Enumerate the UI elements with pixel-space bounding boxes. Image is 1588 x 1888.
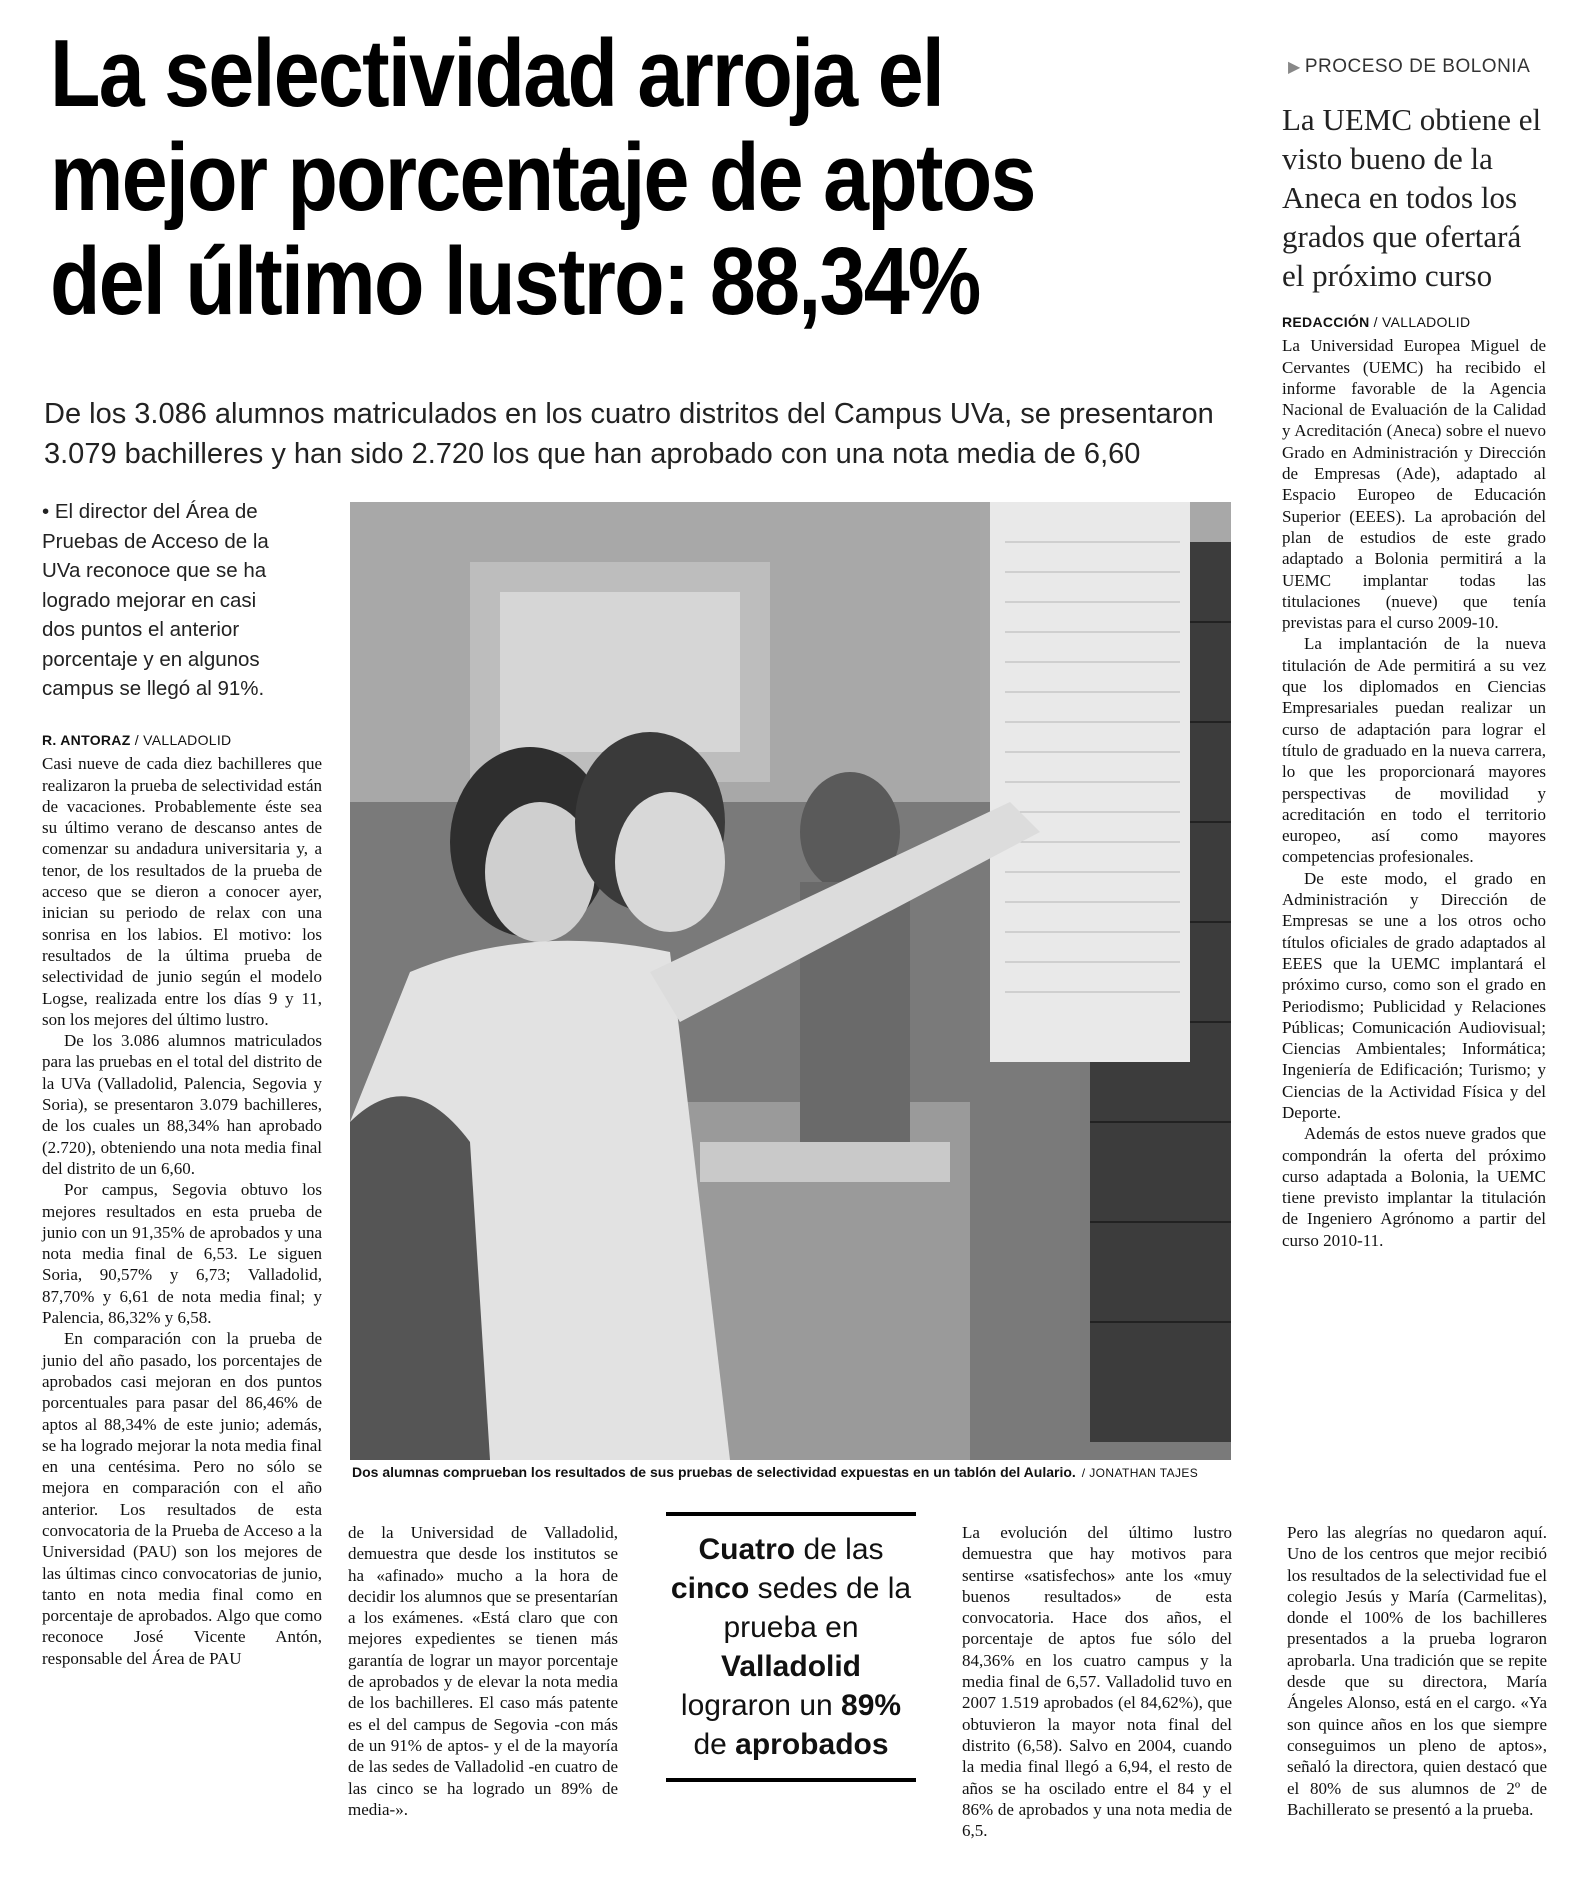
pq-bold: 89% [841, 1689, 902, 1722]
sidebar-paragraph: La Universidad Europea Miguel de Cervantes (UEMC) ha recibido el informe favorable de la Agencia Nacional de Evaluación de la Calidad y Acreditación (Aneca) sobre el nuevo Grado en Administración y Dirección de Empresas (Ade), adaptado al Espacio Europeo de Educación Superior (EEES). La aprobación del plan de estudios de este grado adaptado a Bolonia permitirá a la UEMC implantar todas las titulaciones (nueve) que tenía previstas para el curso 2009-10. [1282, 336, 1546, 633]
article-byline [42, 730, 322, 751]
caption-text: Dos alumnas comprueban los resultados de sus pruebas de selectividad expuestas en un tablón del Aulario. [352, 1464, 1076, 1480]
photo-caption [352, 1464, 1252, 1480]
pq-text: de las [795, 1533, 884, 1566]
headline-line-1: La selectividad arroja el [50, 20, 944, 127]
summary-bullet [42, 497, 292, 704]
sidebar-kicker-label: PROCESO DE BOLONIA [1304, 56, 1531, 77]
pq-bold: Valladolid [720, 1650, 862, 1683]
news-photo [350, 502, 1231, 1460]
pull-quote-text [666, 1516, 916, 1778]
article-column-2: de la Universidad de Valladolid, demuestra que desde los institutos se ha «afinado» mucho a la hora de decidir los alumnos que se presentarían a los exámenes. «Está claro que con mejores expedientes se tienen más garantía de lograr un mayor porcentaje de aprobados y de elevar la nota media de los bachilleres. El caso más patente es el del campus de Segovia -con más de un 91% de aptos- y el de la mayoría de las sedes de Valladolid -en cuatro de las cinco se ha logrado un 89% de media-». [348, 1523, 618, 1819]
sidebar-paragraph: Además de estos nueve grados que compondrán la oferta del próximo curso adaptada a Bolonia, la UEMC tiene previsto implantar la titulación de Ingeniero Agrónomo a partir del curso 2010-11. [1282, 1124, 1546, 1250]
article-paragraph: Por campus, Segovia obtuvo los mejores resultados en esta prueba de junio con un 91,35% de aprobados y una nota media final de 6,53. Le siguen Soria, 90,57% y 6,73; Valladolid, 87,70% y 6,61 de nota media final; y Palencia, 86,32% y 6,58. [42, 1180, 322, 1328]
article-byline-place: / VALLADOLID [130, 732, 232, 748]
article-paragraph: De los 3.086 alumnos matriculados para las pruebas en el total del distrito de la UVa (Valladolid, Palencia, Segovia y Soria), se presentaron 3.079 bachilleres, de los cuales un 88,34% han aprobado (2.720), obteniendo una nota media final del distrito de un 6,60. [42, 1031, 322, 1178]
pull-quote [666, 1512, 916, 1782]
sidebar-article [1282, 312, 1546, 1251]
photo-credit: / JONATHAN TAJES [1081, 1466, 1199, 1480]
pq-text: de [693, 1728, 736, 1761]
article-paragraph: En comparación con la prueba de junio del año pasado, los porcentajes de aprobados casi mejoran en dos puntos porcentuales para pasar del 86,46% de aptos al 88,34% de este junio; además, se ha logrado mejorar la nota media final en una centésima. Pero no sólo se mejora en comparación con el año anterior. Los resultados de esta convocatoria de la Prueba de Acceso a la Universidad (PAU) son los mejores de las últimas cinco convocatorias de junio, tanto en nota media final como en porcentaje de aprobados. Algo que como reconoce José Vicente Antón, responsable del Área de PAU [42, 1329, 322, 1668]
headline-line-3: del último lustro: 88,34% [50, 228, 980, 335]
photo-illustration [350, 502, 1231, 1460]
article-paragraph: Casi nueve de cada diez bachilleres que realizaron la prueba de selectividad están de vacaciones. Probablemente éste sea su último verano de descanso antes de comenzar su andadura universitaria y, a tenor, de los resultados de la prueba de acceso que se dieron a conocer ayer, inician su periodo de relax con una sonrisa en los labios. El motivo: los resultados de la última prueba de selectividad de junio según el modelo Logse, realizada entre los días 9 y 11, son los mejores del último lustro. [42, 754, 322, 1029]
summary-text: El director del Área de Pruebas de Acceso de la UVa reconoce que se ha logrado mejorar en casi dos puntos el anterior porcentaje y en algunos campus se llegó al 91%. [42, 500, 269, 700]
triangle-marker-icon: ▶ [1288, 59, 1301, 76]
sidebar-paragraph: La implantación de la nueva titulación de Ade permitirá a su vez que los diplomados en Ciencias Empresariales puedan realizar un curso de adaptación para lograr el título de graduado en la nueva carrera, lo que les proporcionará mayores perspectivas de movilidad y acreditación en todo el territorio europeo, así como mayores competencias profesionales. [1282, 634, 1546, 867]
headline-line-2: mejor porcentaje de aptos [50, 124, 1035, 231]
article-byline-author: R. ANTORAZ [42, 732, 131, 748]
sidebar-byline [1282, 312, 1546, 333]
article-column-4: La evolución del último lustro demuestra que hay motivos para sentirse «satisfechos» ante los «muy buenos resultados» de esta convocatoria. Hace dos años, el porcentaje de aptos fue sólo del 84,36% en los cuatro campus y la media final de 6,57. Valladolid tuvo en 2007 1.519 aprobados (el 84,62%), que obtuvieron la mayor nota final del distrito (6,58). Salvo en 2004, cuando la media final llegó a 6,94, el resto de años se ha oscilado entre el 84 y el 86% de aprobados y una nota media de 6,5. [962, 1523, 1232, 1841]
headline [50, 22, 1099, 334]
sidebar-kicker [1288, 56, 1530, 78]
pq-text: lograron un [680, 1689, 842, 1722]
bullet-icon: • [42, 500, 55, 523]
sidebar-byline-author: REDACCIÓN [1282, 314, 1370, 330]
sidebar-title: La UEMC obtiene el visto bueno de la Aneca en todos los grados que ofertará el próximo curso [1282, 102, 1542, 293]
pq-bold: cinco [670, 1572, 750, 1605]
pq-text: sedes de la prueba en [723, 1572, 912, 1644]
article-column-5: Pero las alegrías no quedaron aquí. Uno de los centros que mejor recibió los resultados de la selectividad fue el colegio Jesús y María (Carmelitas), donde el 100% de los bachilleres presentados a la prueba lograron aprobarla. Una tradición que se repite desde que su directora, María Ángeles Alonso, está en el cargo. «Ya son quince años en los que siempre conseguimos un pleno de aptos», señaló la directora, quien destacó que el 80% de sus alumnos de 2º de Bachillerato se presentó a la prueba. [1287, 1523, 1547, 1819]
sidebar-paragraph: De este modo, el grado en Administración y Dirección de Empresas se une a los otros ocho títulos oficiales de grado adaptados al EEES que la UEMC implantará el próximo curso, como son el grado en Periodismo; Publicidad y Relaciones Públicas; Comunicación Audiovisual; Ciencias Ambientales; Informática; Ingeniería de Edificación; Turismo; y Ciencias de la Actividad Física y del Deporte. [1282, 868, 1546, 1122]
article-column-1 [42, 730, 322, 1669]
pq-bold: Cuatro [698, 1533, 796, 1566]
subheadline: De los 3.086 alumnos matriculados en los cuatro distritos del Campus UVa, se presentaron 3.079 bachilleres y han sido 2.720 los que han aprobado con una nota media de 6,60 [44, 398, 1214, 470]
pq-bold: aprobados [735, 1728, 889, 1761]
sidebar-byline-place: / VALLADOLID [1369, 314, 1471, 330]
pull-quote-bottom-rule [666, 1778, 916, 1782]
